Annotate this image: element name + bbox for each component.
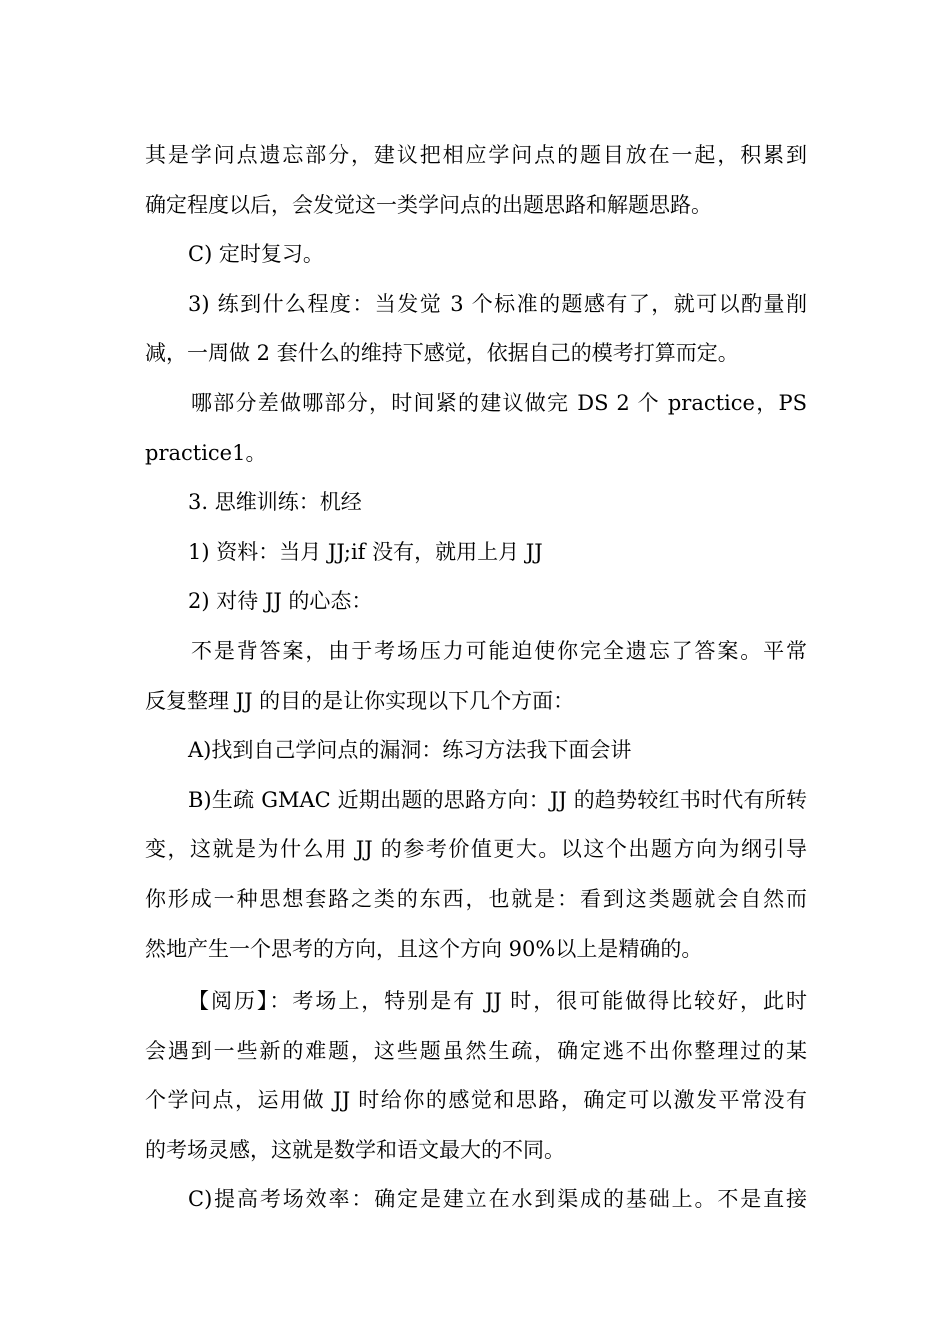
text-line-6: 哪部分差做哪部分，时间紧的建议做完 DS 2 个 practice，PS [191,390,807,415]
text-line-5: 减，一周做 2 套什么的维持下感觉，依据自己的模考打算而定。 [145,341,739,366]
text-line-16: 你形成一种思想套路之类的东西，也就是：看到这类题就会自然而 [145,886,807,911]
text-line-7: practice1。 [145,440,267,465]
text-line-14: B)生疏 GMAC 近期出题的思路方向：JJ 的趋势较红书时代有所转 [188,787,807,812]
text-line-12: 反复整理 JJ 的目的是让你实现以下几个方面： [145,688,575,713]
text-line-1: 其是学问点遗忘部分，建议把相应学问点的题目放在一起，积累到 [145,143,807,167]
text-line-10: 2) 对待 JJ 的心态： [188,589,373,614]
text-line-18: 【阅历】：考场上，特别是有 JJ 时，很可能做得比较好，此时 [188,989,807,1014]
text-line-9: 1) 资料：当月 JJ;if 没有，就用上月 JJ [188,539,543,564]
text-line-20: 个学问点，运用做 JJ 时给你的感觉和思路，确定可以激发平常没有 [145,1088,807,1113]
document-body [145,131,807,1225]
text-line-3: C) 定时复习。 [188,242,324,267]
text-line-13: A)找到自己学问点的漏洞：练习方法我下面会讲 [188,738,632,763]
section-heading-3: 3. 思维训练：机经 [188,490,362,515]
text-line-22: C)提高考场效率：确定是建立在水到渠成的基础上。不是直接 [188,1187,807,1212]
text-line-21: 的考场灵感，这就是数学和语文最大的不同。 [145,1137,565,1162]
text-line-4: 3) 练到什么程度：当发觉 3 个标准的题感有了，就可以酌量削 [188,291,807,316]
text-line-19: 会遇到一些新的难题，这些题虽然生疏，确定逃不出你整理过的某 [145,1038,807,1063]
text-line-11: 不是背答案，由于考场压力可能迫使你完全遗忘了答案。平常 [191,638,807,663]
text-line-17: 然地产生一个思考的方向，且这个方向 90%以上是精确的。 [145,936,703,961]
text-line-15: 变，这就是为什么用 JJ 的参考价值更大。以这个出题方向为纲引导 [145,837,807,862]
text-line-2: 确定程度以后，会发觉这一类学问点的出题思路和解题思路。 [145,192,712,217]
